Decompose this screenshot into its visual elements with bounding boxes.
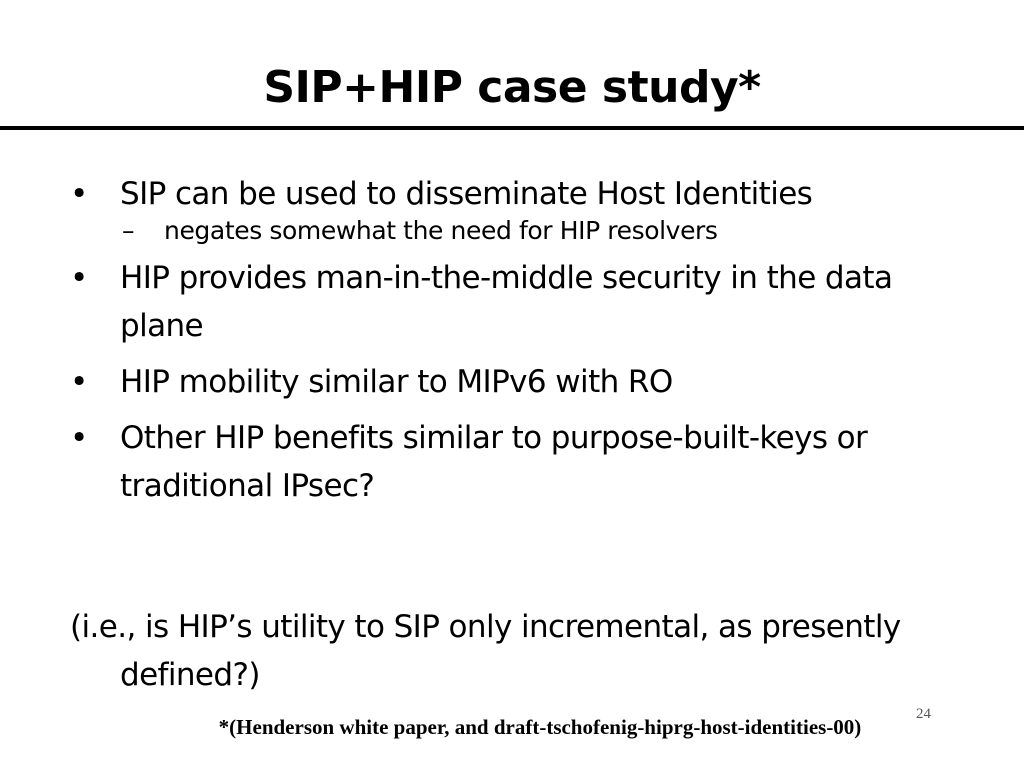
sub-bullet-text: negates somewhat the need for HIP resolvers (164, 216, 718, 245)
bullet-item (0, 414, 1024, 510)
bullet-text: SIP can be used to disseminate Host Identities (120, 176, 813, 212)
bullet-icon: • (70, 364, 88, 400)
sub-bullet-item (0, 214, 1024, 248)
page-number: 24 (916, 706, 931, 722)
bullet-text: HIP mobility similar to MIPv6 with RO (120, 364, 673, 400)
closing-question: (i.e., is HIP’s utility to SIP only incremental, as presently defined?) (70, 609, 901, 693)
dash-icon: – (122, 216, 135, 245)
bullet-item (0, 170, 1024, 218)
bullet-icon: • (70, 260, 88, 296)
bullet-list (0, 170, 1024, 510)
slide-title: SIP+HIP case study* (263, 62, 761, 113)
bullet-item (0, 358, 1024, 406)
footnote-reference: *(Henderson white paper, and draft-tschofenig-hiprg-host-identities-00) (218, 715, 862, 739)
bullet-icon: • (70, 420, 88, 456)
spacer (0, 350, 1024, 358)
bullet-text: Other HIP benefits similar to purpose-built-keys or traditional IPsec? (120, 420, 868, 504)
bullet-icon: • (70, 176, 88, 212)
bullet-text: HIP provides man-in-the-middle security in the data plane (120, 260, 893, 344)
title-divider (0, 126, 1024, 130)
spacer (0, 406, 1024, 414)
bullet-item (0, 254, 1024, 350)
